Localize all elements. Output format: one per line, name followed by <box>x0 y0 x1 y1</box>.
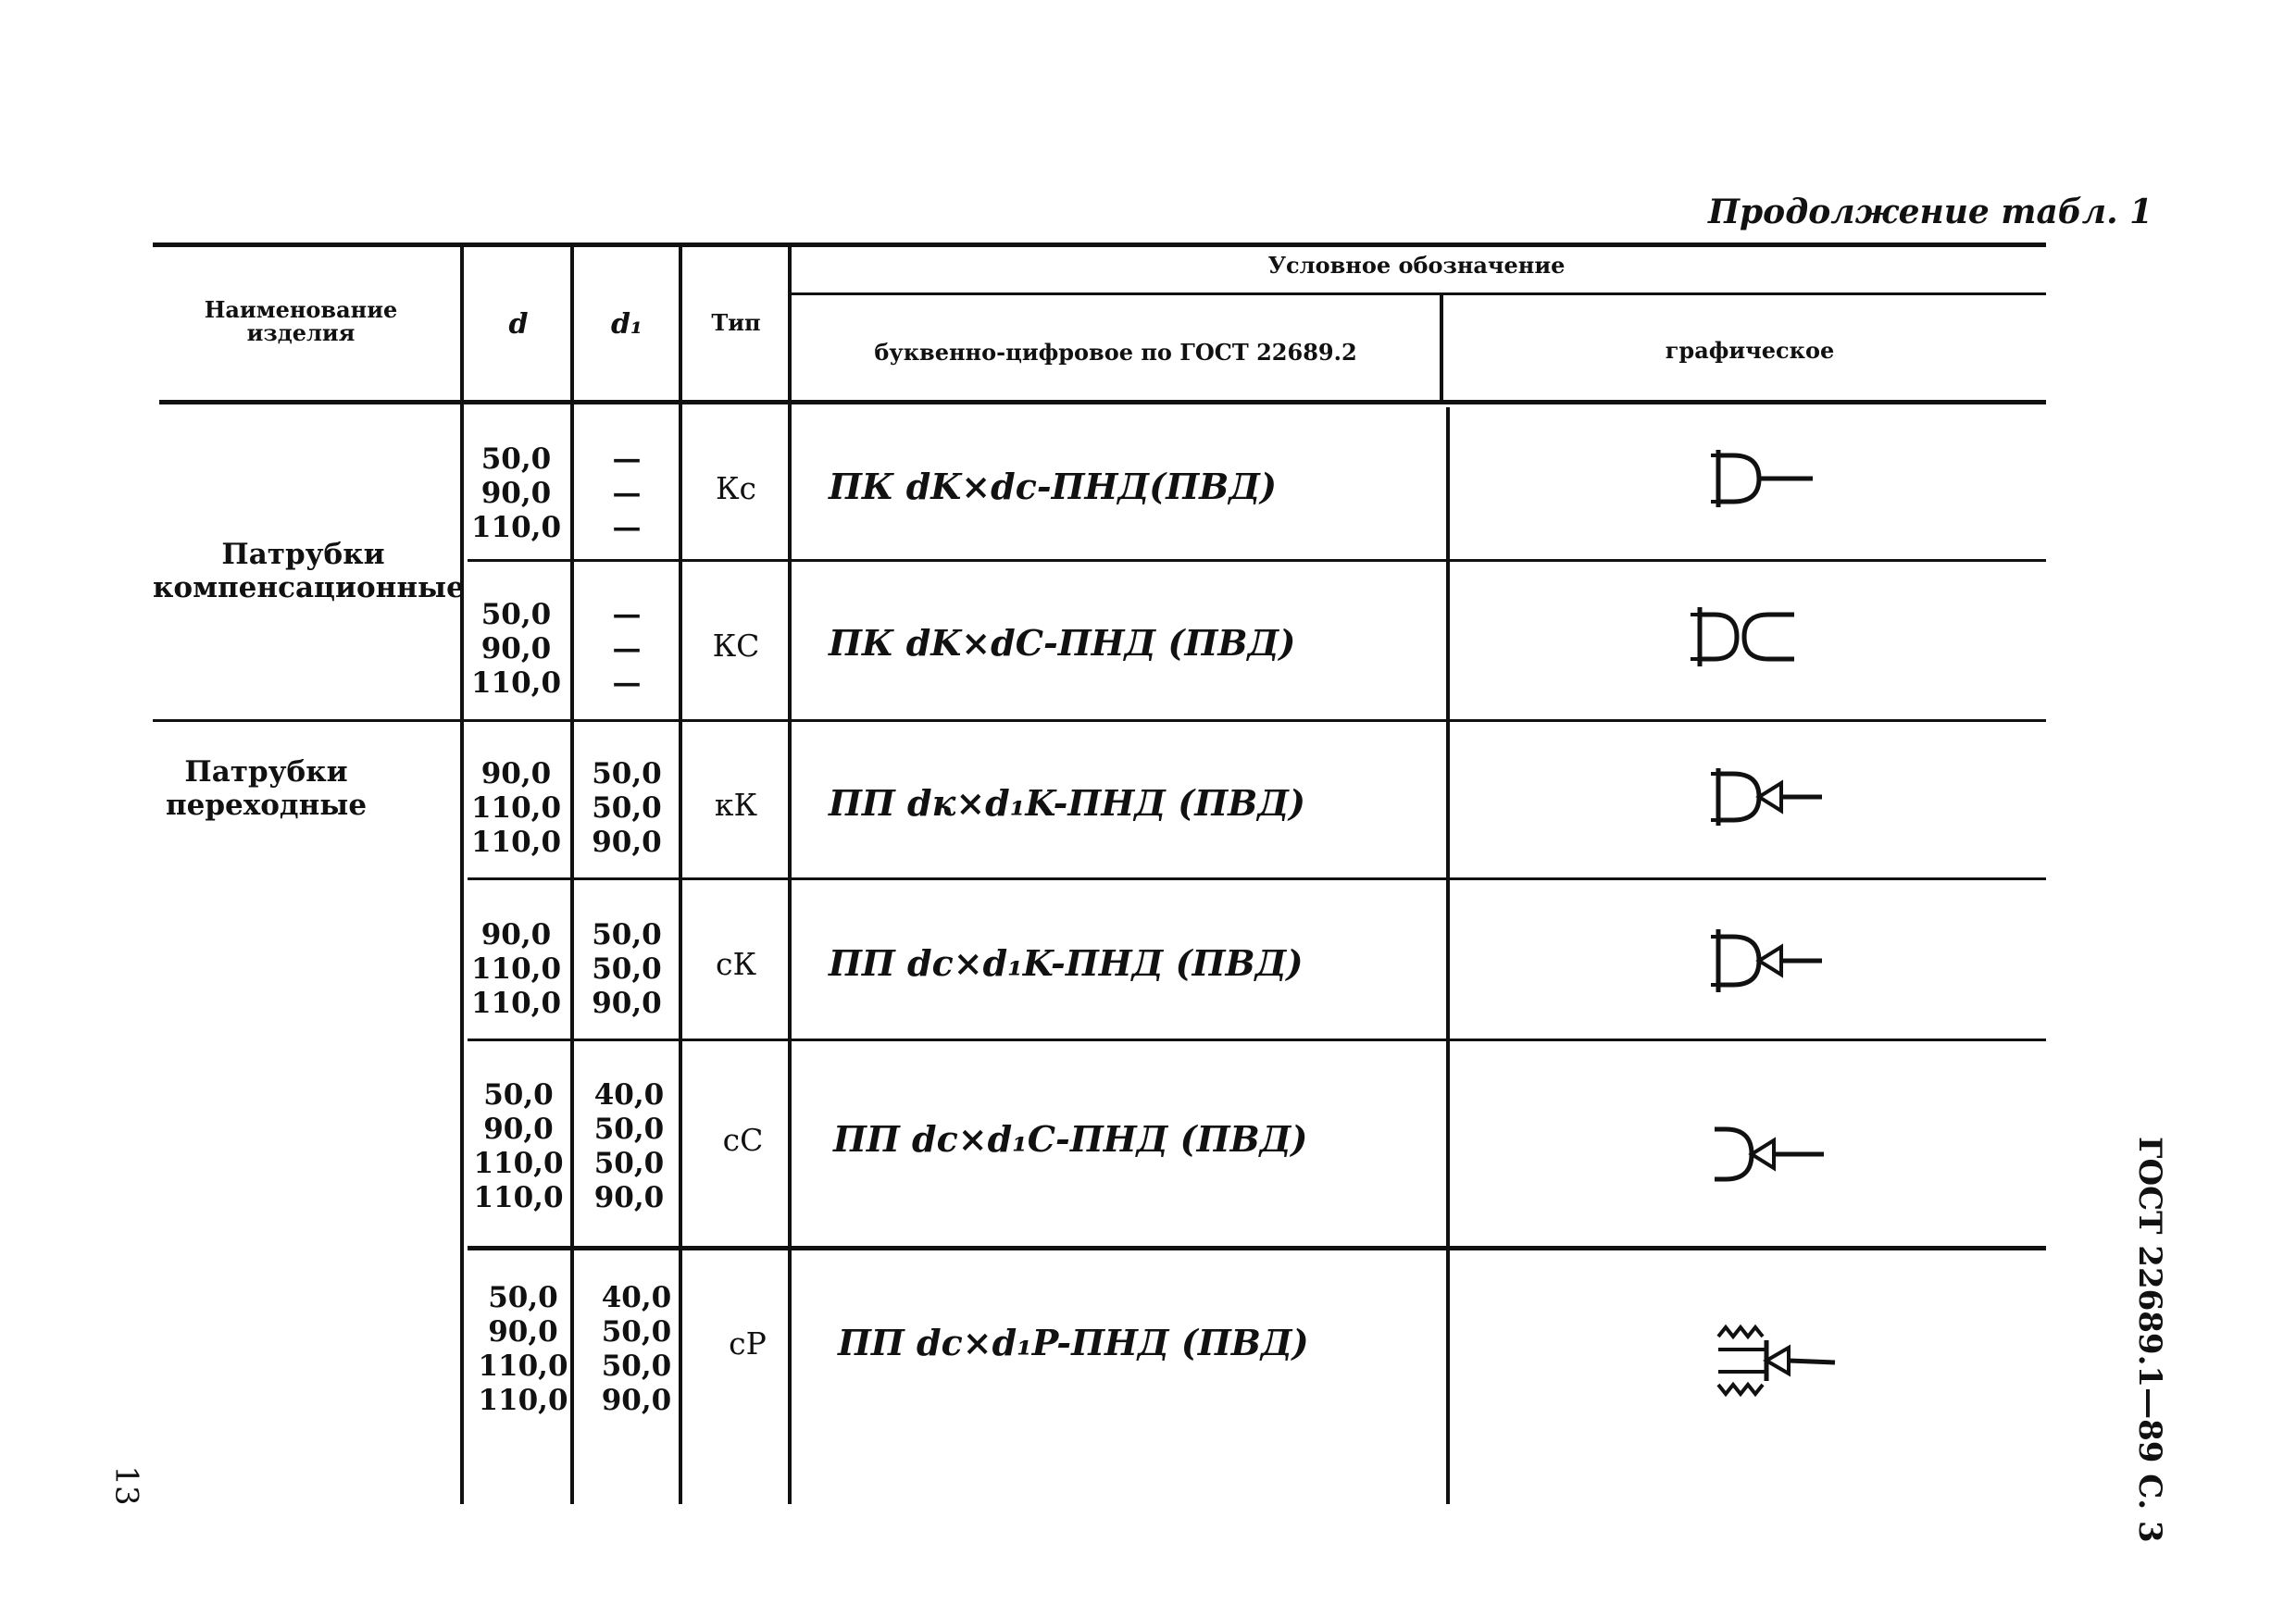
cell-d1: — — — <box>612 598 642 700</box>
cell-code: ПП dc×d₁C-ПНД (ПВД) <box>833 1118 1308 1160</box>
cell-d: 50,0 90,0 110,0 <box>470 598 562 700</box>
row-rule-5 <box>468 1246 2046 1250</box>
cell-type: сР <box>729 1325 767 1362</box>
header-bottom-rule <box>159 400 2046 404</box>
cell-code: ПП dc×d₁K-ПНД (ПВД) <box>829 942 1304 984</box>
cell-code: ПК dK×dC-ПНД (ПВД) <box>829 622 1296 664</box>
header-subrule <box>792 292 2046 295</box>
table-caption: Продолжение табл. 1 <box>1708 193 2153 231</box>
cell-code: ПП dc×d₁P-ПНД (ПВД) <box>838 1322 1309 1363</box>
cell-type: Кс <box>715 470 757 506</box>
row-rule-3 <box>468 877 2046 880</box>
socket-socket-symbol-icon <box>1683 603 1813 670</box>
cell-d1: 50,0 50,0 90,0 <box>592 757 662 859</box>
cell-d1: — — — <box>612 442 642 544</box>
cell-d1: 50,0 50,0 90,0 <box>592 918 662 1020</box>
socket-reducer-symbol-icon <box>1702 926 1831 996</box>
cell-d1: 40,0 50,0 50,0 90,0 <box>601 1281 672 1417</box>
group-name: Патрубки переходные <box>165 755 368 822</box>
header-alpha: буквенно-цифровое по ГОСТ 22689.2 <box>874 339 1357 366</box>
cell-type: кК <box>714 787 758 823</box>
socket-plain-symbol-icon <box>1702 446 1822 511</box>
col-rule-4 <box>788 245 792 1504</box>
cell-d: 50,0 90,0 110,0 110,0 <box>478 1281 568 1417</box>
page-number: 13 <box>107 1465 145 1506</box>
cell-d: 50,0 90,0 110,0 <box>470 442 562 544</box>
cell-d: 50,0 90,0 110,0 110,0 <box>473 1078 564 1214</box>
header-graphic: графическое <box>1665 337 1835 364</box>
threaded-reducer-symbol-icon <box>1715 1324 1844 1398</box>
running-head: ГОСТ 22689.1—89 С. 3 <box>2131 1137 2168 1543</box>
row-rule-4 <box>468 1039 2046 1041</box>
socket-reducer-symbol-icon <box>1702 765 1831 829</box>
col-rule-5b <box>1446 407 1450 1504</box>
col-rule-5 <box>1440 294 1443 402</box>
cell-type: КС <box>712 628 760 664</box>
header-type: Тип <box>711 309 761 336</box>
group-rule <box>153 719 2046 722</box>
header-d: d <box>508 308 529 341</box>
cell-d1: 40,0 50,0 50,0 90,0 <box>593 1078 665 1214</box>
header-designation: Условное обозначение <box>1267 252 1566 279</box>
cell-code: ПК dK×dc-ПНД(ПВД) <box>829 466 1277 507</box>
cell-d: 90,0 110,0 110,0 <box>470 918 562 1020</box>
header-name: Наименование изделия <box>204 296 398 347</box>
cell-type: сК <box>715 946 757 982</box>
cell-type: сС <box>722 1122 764 1158</box>
bell-reducer-symbol-icon <box>1709 1122 1839 1187</box>
row-rule-1 <box>468 559 2046 562</box>
cell-d: 90,0 110,0 110,0 <box>470 757 562 859</box>
cell-code: ПП dк×d₁K-ПНД (ПВД) <box>829 782 1306 824</box>
col-rule-1 <box>460 245 464 1504</box>
group-name: Патрубки компенсационные <box>153 538 465 604</box>
table-top-rule <box>153 243 2046 247</box>
header-d1: d₁ <box>610 308 643 341</box>
